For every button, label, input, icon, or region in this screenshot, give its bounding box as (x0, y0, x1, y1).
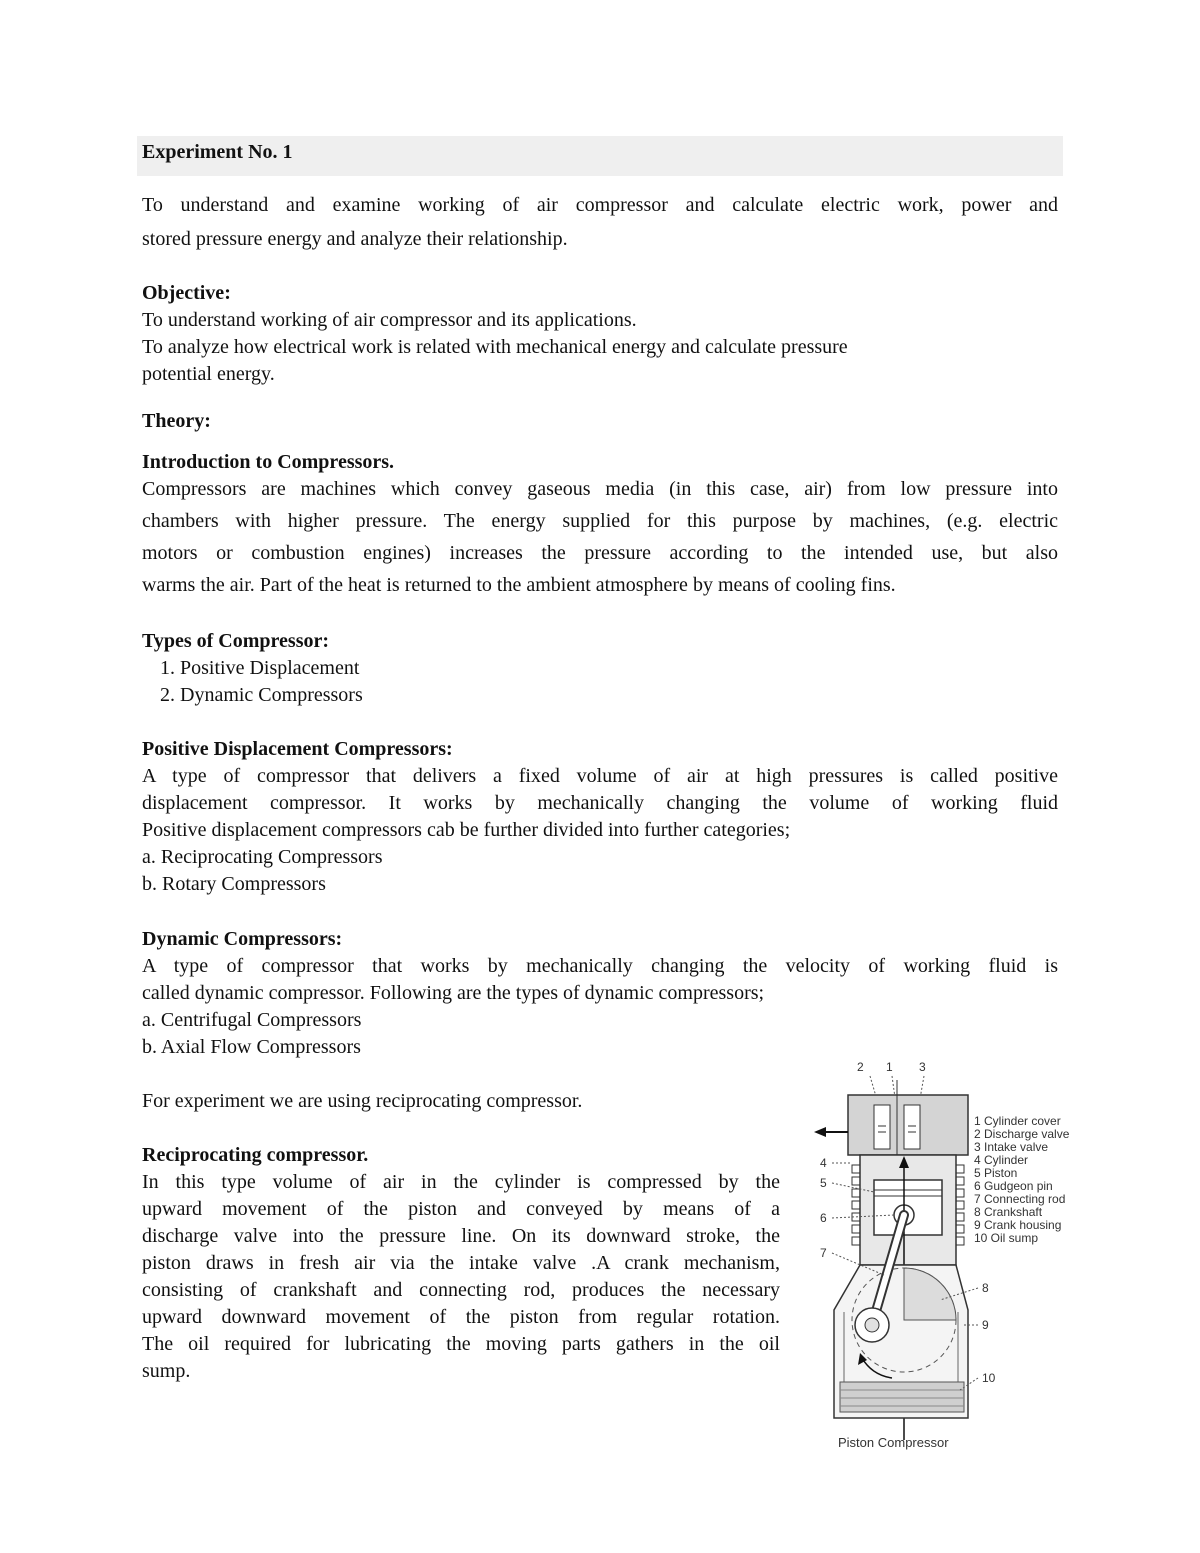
reciprocating-line: upward movement of the piston and conveyed by means of a (142, 1198, 780, 1220)
figure-number-label: 10 (982, 1371, 996, 1385)
reciprocating-line: consisting of crankshaft and connecting rod, produces the necessary (142, 1279, 780, 1301)
dynamic-line: a. Centrifugal Compressors (142, 1009, 362, 1031)
figure-legend-item: 8 Crankshaft (974, 1205, 1043, 1219)
figure-legend-item: 4 Cylinder (974, 1153, 1029, 1167)
positive-displacement-line: Positive displacement compressors cab be further divided into further categories; (142, 819, 791, 841)
experiment-title: Experiment No. 1 (142, 141, 293, 163)
dynamic-line: b. Axial Flow Compressors (142, 1036, 361, 1058)
theory-heading: Theory: (142, 410, 211, 432)
dynamic-line: A type of compressor that works by mechanically changing the velocity of working fluid is (142, 955, 1058, 977)
types-item: 2. Dynamic Compressors (160, 684, 363, 706)
reciprocating-heading: Reciprocating compressor. (142, 1144, 369, 1166)
reciprocating-line: piston draws in fresh air via the intake valve .A crank mechanism, (142, 1252, 780, 1274)
positive-displacement-line: b. Rotary Compressors (142, 873, 326, 895)
figure-number-label: 4 (820, 1156, 827, 1170)
figure-number-label: 3 (919, 1060, 926, 1074)
dynamic-heading: Dynamic Compressors: (142, 928, 343, 950)
objective-heading: Objective: (142, 282, 231, 304)
objective-line-3: potential energy. (142, 363, 275, 385)
reciprocating-line: discharge valve into the pressure line. On its downward stroke, the (142, 1225, 780, 1247)
figure-legend-item: 2 Discharge valve (974, 1127, 1070, 1141)
types-item: 1. Positive Displacement (160, 657, 360, 679)
figure-legend-item: 1 Cylinder cover (974, 1114, 1061, 1128)
intro-line: motors or combustion engines) increases the pressure according to the intended use, but also (142, 542, 1058, 564)
reciprocating-line: sump. (142, 1360, 191, 1382)
dynamic-line: called dynamic compressor. Following are the types of dynamic compressors; (142, 982, 765, 1004)
figure-number-label: 1 (886, 1060, 893, 1074)
figure-legend-item: 9 Crank housing (974, 1218, 1062, 1232)
figure-legend-item: 6 Gudgeon pin (974, 1179, 1053, 1193)
objective-line-2: To analyze how electrical work is related with mechanical energy and calculate pressure (142, 336, 848, 358)
positive-displacement-line: A type of compressor that delivers a fixed volume of air at high pressures is called positive (142, 765, 1058, 787)
reciprocating-line: The oil required for lubricating the moving parts gathers in the oil (142, 1333, 780, 1355)
objective-line-1: To understand working of air compressor and its applications. (142, 309, 637, 331)
intro-heading: Introduction to Compressors. (142, 451, 395, 473)
figure-caption: Piston Compressor (838, 1435, 949, 1450)
figure-number-label: 7 (820, 1246, 827, 1260)
intro-line: warms the air. Part of the heat is returned to the ambient atmosphere by means of cooling fins. (142, 574, 896, 596)
figure-number-label: 6 (820, 1211, 827, 1225)
figure-legend-item: 5 Piston (974, 1166, 1018, 1180)
positive-displacement-line: displacement compressor. It works by mechanically changing the volume of working fluid (142, 792, 1058, 814)
piston-compressor-figure (800, 1050, 1100, 1460)
positive-displacement-heading: Positive Displacement Compressors: (142, 738, 453, 760)
figure-number-label: 8 (982, 1281, 989, 1295)
intro-line: chambers with higher pressure. The energy supplied for this purpose by machines, (e.g. electric (142, 510, 1058, 532)
reciprocating-line: upward downward movement of the piston from regular rotation. (142, 1306, 780, 1328)
figure-number-label: 2 (857, 1060, 864, 1074)
positive-displacement-line: a. Reciprocating Compressors (142, 846, 383, 868)
experiment-note: For experiment we are using reciprocating compressor. (142, 1090, 583, 1112)
figure-legend-item: 7 Connecting rod (974, 1192, 1066, 1206)
figure-number-label: 9 (982, 1318, 989, 1332)
aim-line-2: stored pressure energy and analyze their relationship. (142, 228, 568, 250)
figure-legend-item: 10 Oil sump (974, 1231, 1039, 1245)
aim-line-1: To understand and examine working of air compressor and calculate electric work, power and (142, 194, 1058, 216)
reciprocating-line: In this type volume of air in the cylinder is compressed by the (142, 1171, 780, 1193)
figure-number-label: 5 (820, 1176, 827, 1190)
intro-line: Compressors are machines which convey gaseous media (in this case, air) from low pressure into (142, 478, 1058, 500)
types-heading: Types of Compressor: (142, 630, 330, 652)
figure-legend-item: 3 Intake valve (974, 1140, 1049, 1154)
